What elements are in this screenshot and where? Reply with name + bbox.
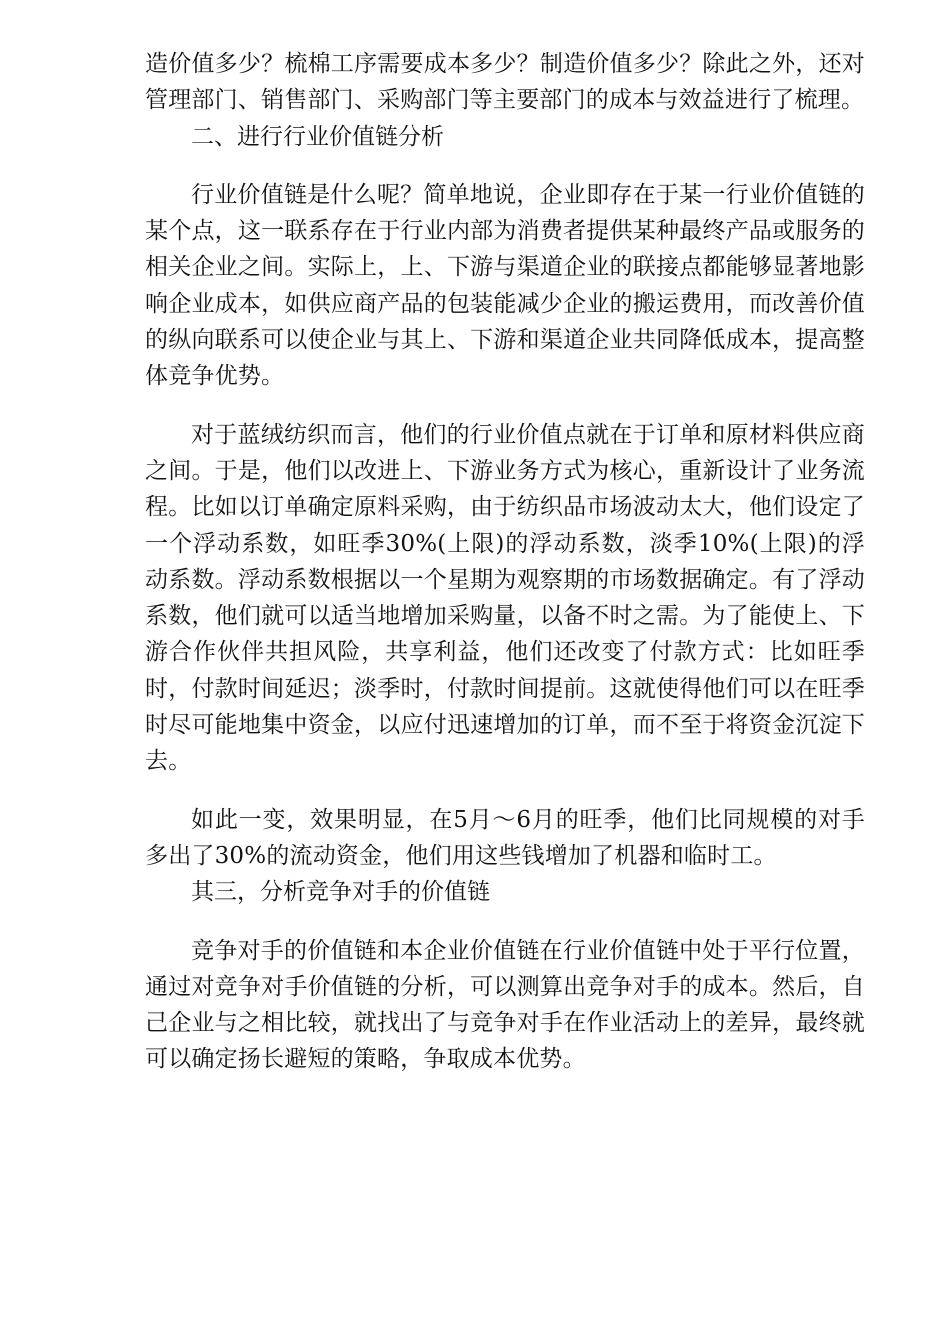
paragraph-continuation: 造价值多少？梳棉工序需要成本多少？制造价值多少？除此之外，还对管理部门、销售部门、采购部门等主要部门的成本与效益进行了梳理。	[145, 51, 865, 114]
section-heading-industry-value-chain: 二、进行行业价值链分析	[191, 123, 444, 150]
section-heading-competitor-value-chain: 其三，分析竞争对手的价值链	[191, 879, 490, 906]
paragraph-lanrong-textile-case: 对于蓝绒纺织而言，他们的行业价值点就在于订单和原材料供应商之间。于是，他们以改进上、下游业务方式为核心，重新设计了业务流程。比如以订单确定原料采购，由于纺织品市场波动太大，他们设定了一个浮动系数，如旺季30%(上限)的浮动系数，淡季10%(上限)的浮动系数。浮动系数根据以一个星期为观察期的市场数据确定。有了浮动系数，他们就可以适当地增加采购量，以备不时之需。为了能使上、下游合作伙伴共担风险，共享利益，他们还改变了付款方式：比如旺季时，付款时间延迟；淡季时，付款时间提前。这就使得他们可以在旺季时尽可能地集中资金，以应付迅速增加的订单，而不至于将资金沉淀下去。	[145, 421, 865, 775]
paragraph-result: 如此一变，效果明显，在5月～6月的旺季，他们比同规模的对手多出了30%的流动资金，他们用这些钱增加了机器和临时工。	[145, 806, 865, 869]
document-page	[145, 46, 865, 1078]
paragraph-industry-value-chain-definition: 行业价值链是什么呢？简单地说，企业即存在于某一行业价值链的某个点，这一联系存在于行业内部为消费者提供某种最终产品或服务的相关企业之间。实际上，上、下游与渠道企业的联接点都能够显著地影响企业成本，如供应商产品的包装能减少企业的搬运费用，而改善价值的纵向联系可以使企业与其上、下游和渠道企业共同降低成本，提高整体竞争优势。	[145, 181, 865, 390]
paragraph-competitor-analysis: 竞争对手的价值链和本企业价值链在行业价值链中处于平行位置，通过对竞争对手价值链的分析，可以测算出竞争对手的成本。然后，自己企业与之相比较，就找出了与竞争对手在作业活动上的差异，最终就可以确定扬长避短的策略，争取成本优势。	[145, 937, 865, 1073]
